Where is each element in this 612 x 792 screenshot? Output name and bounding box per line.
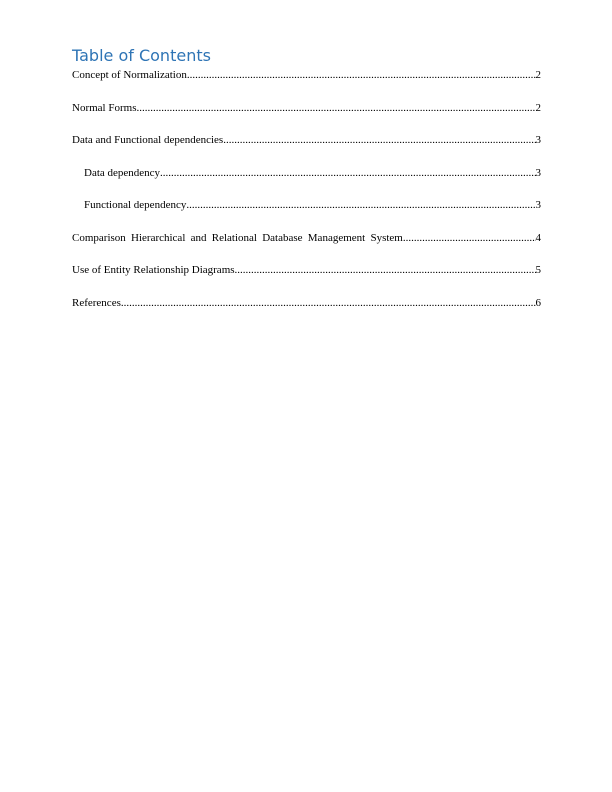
toc-dot-leader bbox=[121, 296, 536, 310]
toc-entry-title[interactable]: Comparison Hierarchical and Relational Database Management System bbox=[72, 231, 403, 244]
toc-heading: Table of Contents bbox=[72, 46, 211, 65]
toc-entry-page-number[interactable]: 2 bbox=[535, 69, 541, 81]
toc-dot-leader bbox=[160, 166, 535, 180]
toc-entry-title[interactable]: Concept of Normalization bbox=[72, 69, 187, 81]
toc-entry-page-number[interactable]: 5 bbox=[535, 264, 541, 276]
toc-entry-comparison-hierarchical-relational-dbms[interactable] bbox=[72, 231, 541, 245]
toc-entry-title[interactable]: Use of Entity Relationship Diagrams bbox=[72, 264, 235, 276]
toc-entry-normal-forms[interactable] bbox=[72, 101, 541, 115]
toc-entry-title[interactable]: Data dependency bbox=[84, 166, 161, 179]
toc-entry-page-number[interactable]: 3 bbox=[535, 199, 541, 211]
toc-entry-data-dependency[interactable] bbox=[72, 166, 541, 180]
toc-dot-leader bbox=[186, 198, 535, 212]
toc-dot-leader bbox=[403, 231, 536, 245]
toc-entry-concept-of-normalization[interactable] bbox=[72, 68, 541, 82]
toc-entry-page-number[interactable]: 6 bbox=[535, 296, 541, 309]
toc-entry-data-and-functional-dependencies[interactable] bbox=[72, 133, 541, 147]
toc-entry-functional-dependency[interactable] bbox=[72, 198, 541, 212]
toc-dot-leader bbox=[187, 68, 536, 82]
toc-entry-page-number[interactable]: 3 bbox=[535, 166, 541, 179]
toc-entry-page-number[interactable]: 4 bbox=[535, 231, 541, 244]
toc-entry-page-number[interactable]: 2 bbox=[535, 101, 541, 114]
table-of-contents bbox=[72, 68, 541, 328]
toc-entry-title[interactable]: Normal Forms bbox=[72, 101, 137, 114]
toc-dot-leader bbox=[223, 133, 535, 147]
toc-dot-leader bbox=[235, 263, 536, 277]
toc-dot-leader bbox=[136, 101, 535, 115]
toc-entry-title[interactable]: Data and Functional dependencies bbox=[72, 134, 224, 146]
toc-entry-use-of-er-diagrams[interactable] bbox=[72, 263, 541, 277]
toc-entry-page-number[interactable]: 3 bbox=[535, 134, 541, 146]
toc-entry-references[interactable] bbox=[72, 296, 541, 310]
toc-entry-title[interactable]: References bbox=[72, 296, 121, 309]
toc-entry-title[interactable]: Functional dependency bbox=[84, 199, 187, 211]
